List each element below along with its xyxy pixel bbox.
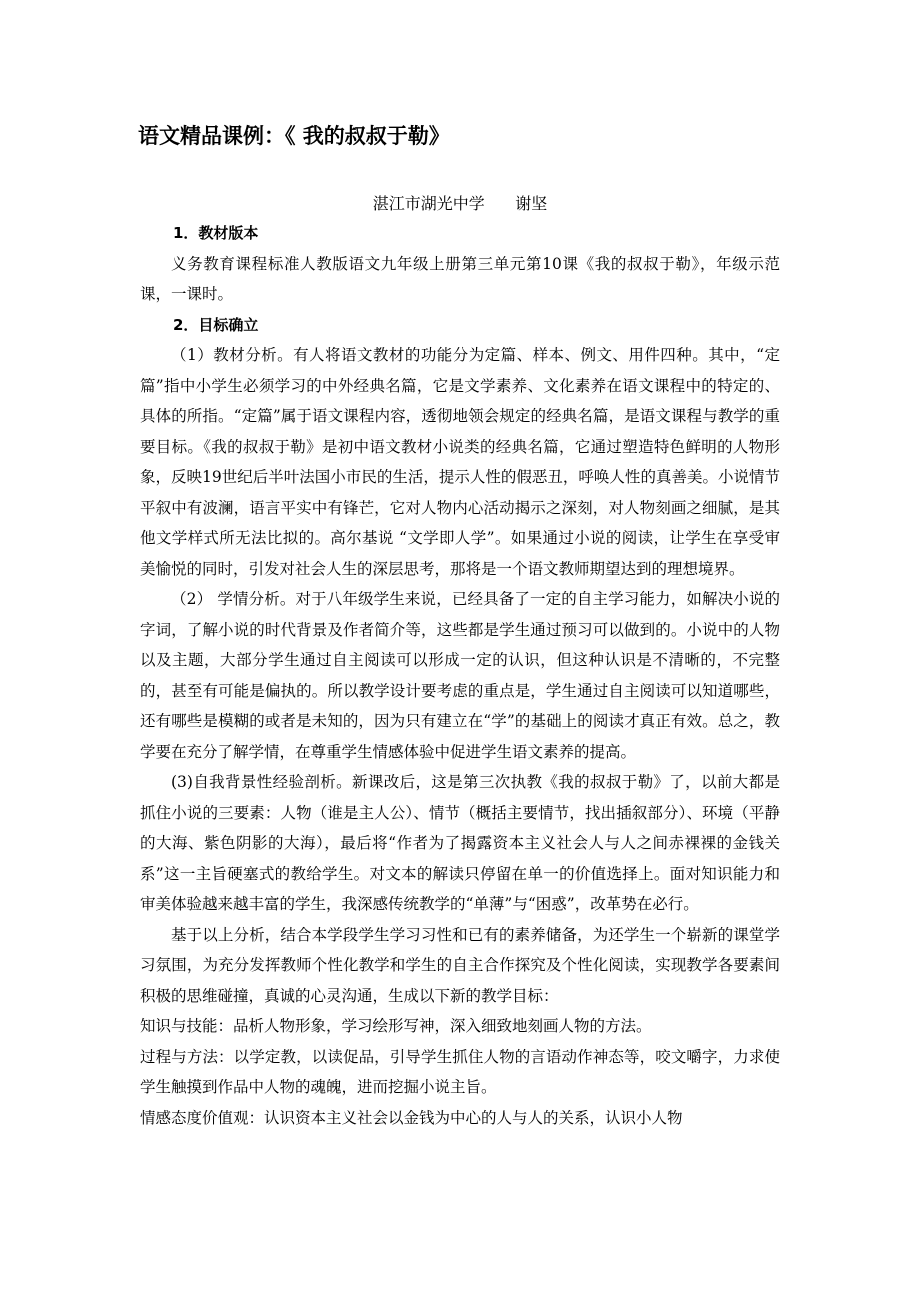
objective-line: 过程与方法：以学定教，以读促品，引导学生抓住人物的言语动作神态等，咬文嚼字，力求使学生触摸到作品中人物的魂魄，进而挖掘小说主旨。 <box>140 1047 780 1096</box>
paragraph: (3)自我背景性经验剖析。新课改后，这是第三次执教《我的叔叔于勒》了，以前大都是抓住小说的三要素：人物（谁是主人公）、情节（概括主要情节，找出插叙部分）、环境（平静的大海、紫色阴影的大海），最后将“作者为了揭露资本主义社会人与人之间赤裸裸的金钱关系”这一主旨硬塞式的教给学生。对文本的解读只停留在单一的价值选择上。面对知识能力和审美体验越来越丰富的学生，我深感传统教学的“单薄”与“困惑”，改革势在必行。 <box>140 773 780 913</box>
objective-line: 知识与技能：品析人物形象，学习绘形写神，深入细致地刻画人物的方法。 <box>140 1017 652 1035</box>
document-title: 语文精品课例：《 我的叔叔于勒》 <box>138 124 450 148</box>
paragraph: （2） 学情分析。对于八年级学生来说，已经具备了一定的自主学习能力，如解决小说的字词，了解小说的时代背景及作者简介等，这些都是学生通过预习可以做到的。小说中的人物以及主题，大部分学生通过自主阅读可以形成一定的认识，但这种认识是不清晰的，不完整的，甚至有可能是偏执的。所以教学设计要考虑的重点是，学生通过自主阅读可以知道哪些，还有哪些是模糊的或者是未知的，因为只有建立在“学”的基础上的阅读才真正有效。总之，教学要在充分了解学情，在尊重学生情感体验中促进学生语文素养的提高。 <box>140 590 780 761</box>
paragraph: （1）教材分析。有人将语文教材的功能分为定篇、样本、例文、用件四种。其中，“定篇”指中小学生必须学习的中外经典名篇，它是文学素养、文化素养在语文课程中的特定的、具体的所指。“定篇”属于语文课程内容，透彻地领会规定的经典名篇，是语文课程与教学的重要目标。《我的叔叔于勒》是初中语文教材小说类的经典名篇，它通过塑造特色鲜明的人物形象，反映19世纪后半叶法国小市民的生活，提示人性的假恶丑，呼唤人性的真善美。小说情节平叙中有波澜，语言平实中有锋芒，它对人物内心活动揭示之深刻，对人物刻画之细腻，是其他文学样式所无法比拟的。高尔基说 “文学即人学”。如果通过小说的阅读，让学生在享受审美愉悦的同时，引发对社会人生的深层思考，那将是一个语文教师期望达到的理想境界。 <box>140 346 780 578</box>
paragraph: 义务教育课程标准人教版语文九年级上册第三单元第10课《我的叔叔于勒》，年级示范课，一课时。 <box>140 254 780 303</box>
document-body <box>140 218 780 1133</box>
paragraph: 基于以上分析，结合本学段学生学习习性和已有的素养储备，为还学生一个崭新的课堂学习氛围，为充分发挥教师个性化教学和学生的自主合作探究及个性化阅读，实现教学各要素间积极的思维碰撞，真诚的心灵沟通，生成以下新的教学目标： <box>140 925 780 1005</box>
objective-line: 情感态度价值观：认识资本主义社会以金钱为中心的人与人的关系，认识小人物 <box>140 1108 683 1127</box>
section-heading: 2．目标确立 <box>173 315 259 334</box>
section-heading: 1．教材版本 <box>173 224 259 242</box>
author-line: 湛江市湖光中学 谢坚 <box>372 194 548 213</box>
